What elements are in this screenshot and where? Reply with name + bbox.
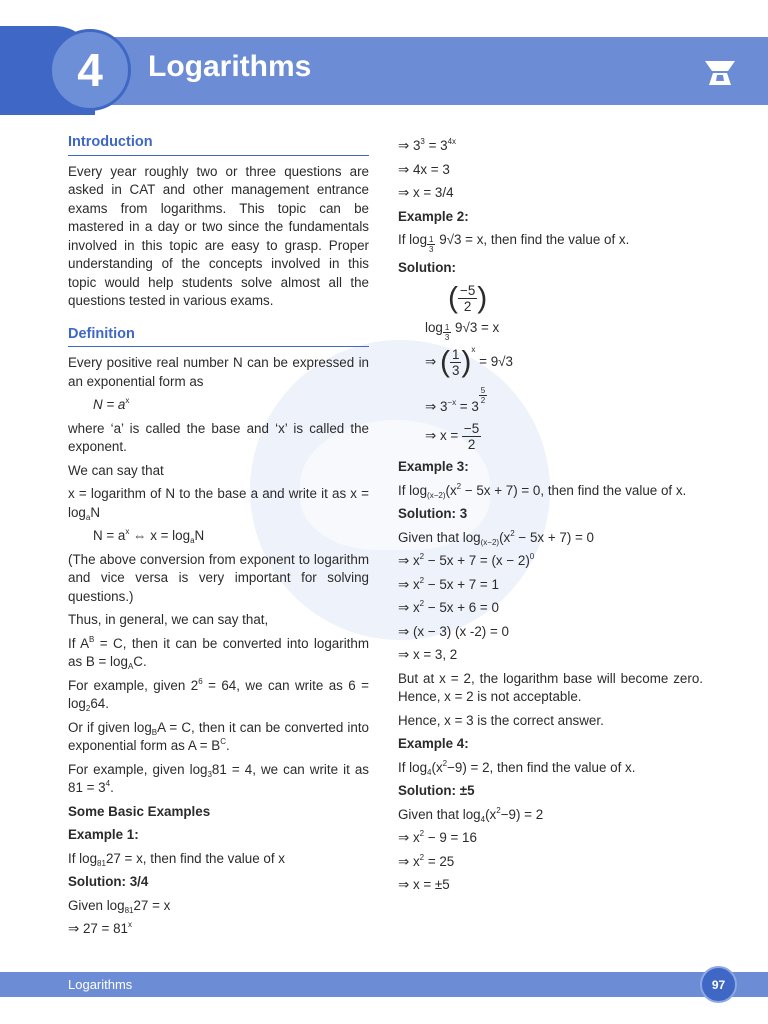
- example-3-solution: Solution: 3: [398, 506, 468, 521]
- example-4-given: Given that $\log_4(x^2-9) = 2$: [398, 805, 544, 824]
- example-3-title: Example 3:: [398, 459, 469, 474]
- example-b-text: For example, given $\log_381 = 4$, we can write it as $81 = 3^4$.: [68, 761, 369, 795]
- example-4-solution: Solution: ±5: [398, 783, 475, 798]
- conversion-note: (The above conversion from exponent to logarithm and vice versa is very important for solving questions.): [68, 551, 369, 604]
- section-heading-definition: Definition: [68, 325, 369, 348]
- chapter-title: Logarithms: [148, 50, 312, 83]
- example-2-step-2: ⇒ $3^{-x} = 3$ $\frac{5}{2}$: [425, 385, 486, 414]
- example-4-title: Example 4:: [398, 736, 469, 751]
- example-2-fraction: ( $\frac{-5}{2}$ ): [448, 281, 488, 314]
- definition-equation: $N = a^x$: [93, 396, 130, 412]
- step-4x: ⇒ 4x = 3: [398, 161, 450, 177]
- chapter-number-badge: [49, 29, 131, 111]
- example-4-question: If $\log_4(x^2-9) = 2$, then find the value of x.: [398, 758, 636, 777]
- if-a-text: If $A^B = C$, then it can be converted into logarithm as $B = \log_AC$.: [68, 634, 369, 671]
- example-3-step-2: ⇒ $x^2 - 5x + 7 = 1$: [398, 575, 499, 592]
- publisher-logo-icon: [704, 59, 736, 87]
- left-column: [68, 133, 369, 944]
- example-3-note: But at x = 2, the logarithm base will become zero. Hence, x = 2 is not acceptable.: [398, 670, 703, 704]
- log-definition-text: x = logarithm of N to the base a and write it as $x = \log_aN$: [68, 486, 369, 522]
- definition-paragraph: Every positive real number N can be expressed in an exponential form as: [68, 355, 369, 389]
- or-text: Or if given $\log_BA = C$, then it can be converted into exponential form as $A = B^C$.: [68, 719, 369, 753]
- example-4-step-3: ⇒ x = ±5: [398, 877, 450, 892]
- example-1-step: ⇒ $27 = 81^x$: [68, 920, 132, 936]
- example-3-conclusion: Hence, x = 3 is the correct answer.: [398, 712, 604, 728]
- say-text: We can say that: [68, 462, 164, 478]
- page-number-badge: [700, 966, 737, 1003]
- example-1-given: Given $\log_{81}27 = x$: [68, 897, 171, 915]
- general-text: Thus, in general, we can say that,: [68, 612, 269, 627]
- example-3-step-4: ⇒ (x − 3) (x -2) = 0: [398, 623, 509, 639]
- example-4-step-2: ⇒ $x^2 = 25$: [398, 852, 455, 869]
- example-2-solution: Solution:: [398, 260, 457, 275]
- example-4-step-1: ⇒ $x^2 - 9 = 16$: [398, 829, 477, 845]
- example-2-step-1: ⇒ ( $\frac{1}{3}$ )$^x$ = 9√3: [425, 344, 513, 378]
- step-power-eq: ⇒ $3^3 = 3^{4x}$: [398, 137, 457, 153]
- example-a-text: For example, given $2^6 = 64$, we can write as $6 = \log_264$.: [68, 676, 369, 713]
- intro-paragraph: Every year roughly two or three questions are asked in CAT and other management entrance exams from logarithms. This topic can be mastered in a day or two since the fundamentals involved in this topic are easy to grasp. Proper understanding of the concepts involved in this topic would help students solve almost all the questions tested in various exams.: [68, 163, 369, 308]
- equivalence-equation: $N = a^x$ ⇔ $x = \log_aN$: [93, 527, 205, 545]
- example-2-log-eq: log $\frac{1}{3}$ 9√3 = x: [425, 319, 500, 342]
- example-3-step-1: ⇒ $x^2 - 5x + 7 = (x - 2)^0$: [398, 552, 535, 568]
- example-3-given: Given that $\log_{(x-2)}(x^2 - 5x + 7) = 0$: [398, 528, 594, 547]
- footer-label: Logarithms: [68, 977, 133, 992]
- example-2-step-3: ⇒ x = $\frac{-5}{2}$: [425, 421, 480, 452]
- right-column: [398, 133, 703, 900]
- step-x-value: ⇒ x = 3/4: [398, 185, 454, 200]
- example-1-title: Example 1:: [68, 827, 139, 842]
- example-2-title: Example 2:: [398, 208, 469, 224]
- example-1-question: If $\log_{81}27 = x$, then find the value of x: [68, 850, 285, 868]
- example-3-step-3: ⇒ $x^2 - 5x + 6 = 0$: [398, 599, 499, 615]
- example-2-question: If log $\frac{1}{3}$ 9√3 = x, then find the value of x.: [398, 232, 630, 254]
- page-number: 97: [711, 977, 726, 992]
- example-1-solution: Solution: 3/4: [68, 874, 149, 889]
- example-3-step-5: ⇒ x = 3, 2: [398, 647, 458, 662]
- chapter-number: 4: [77, 44, 103, 96]
- basic-examples-heading: Some Basic Examples: [68, 803, 211, 819]
- example-3-question: If $\log_{(x-2)}(x^2 - 5x + 7) = 0$, then find the value of x.: [398, 481, 687, 500]
- where-text: where ‘a’ is called the base and ‘x’ is called the exponent.: [68, 420, 369, 454]
- section-heading-introduction: Introduction: [68, 133, 369, 156]
